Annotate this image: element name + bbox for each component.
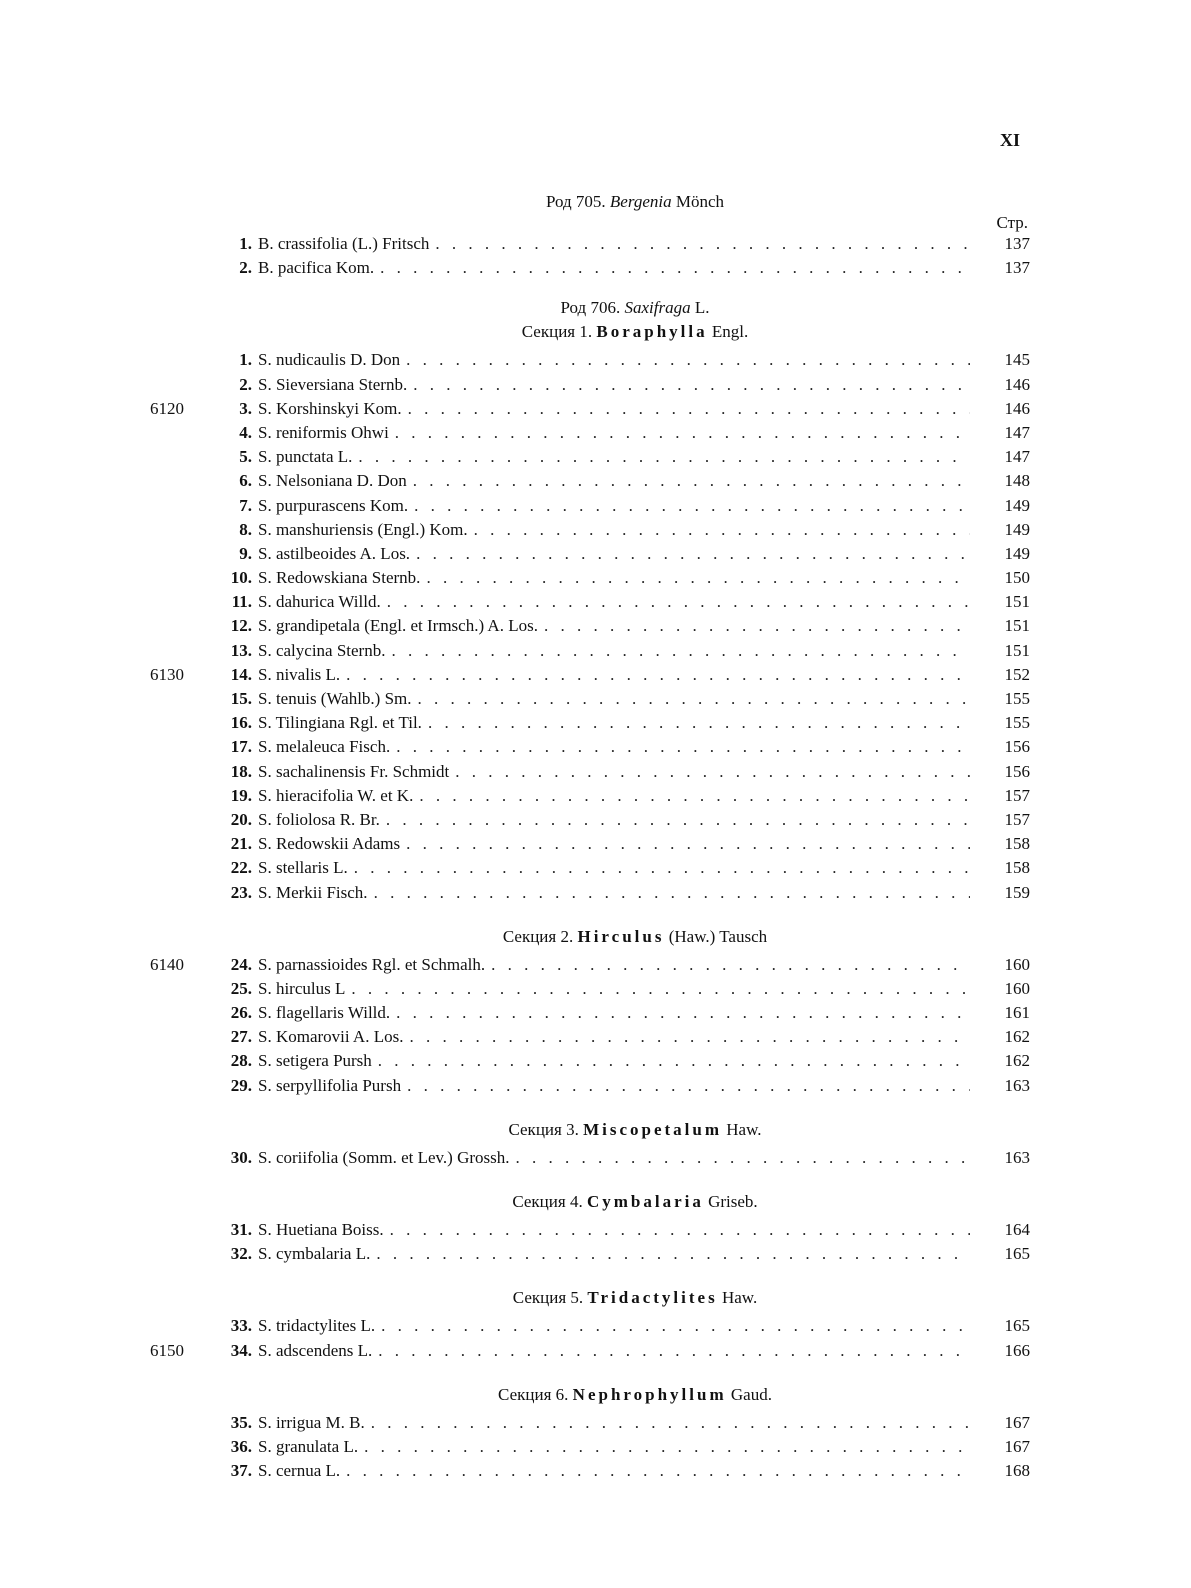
- species-number: 7.: [239, 495, 252, 515]
- genus-author: L.: [694, 298, 710, 318]
- genus-heading: [150, 192, 1030, 212]
- section-author: Haw.: [721, 1288, 758, 1308]
- species-name: S. tridactylites L.: [258, 1316, 376, 1336]
- species-name: S. calycina Sternb.: [258, 640, 386, 660]
- species-number: 9.: [239, 543, 252, 563]
- page-ref: 167: [1004, 1412, 1030, 1432]
- species-name: S. grandipetala (Engl. et Irmsch.) A. Los.: [258, 616, 538, 636]
- dot-leader: [416, 542, 970, 566]
- section-number: Секция 6.: [498, 1384, 569, 1404]
- page-ref: 149: [1004, 495, 1030, 515]
- list-item: [150, 421, 1030, 445]
- page-ref: 160: [1004, 978, 1030, 998]
- page-ref: 157: [1004, 785, 1030, 805]
- list-item: [150, 614, 1030, 638]
- genus-author: Mönch: [675, 192, 725, 211]
- section-heading: [150, 1192, 1030, 1212]
- species-number: 6.: [239, 471, 252, 491]
- global-number: 6130: [150, 664, 184, 684]
- species-number: 23.: [230, 882, 252, 902]
- page-ref: 155: [1004, 689, 1030, 708]
- species-name: S. nudicaulis D. Don: [258, 350, 401, 370]
- species-name: S. Tilingiana Rgl. et Til.: [258, 713, 422, 733]
- species-number: 2.: [239, 258, 252, 278]
- species-number: 17.: [230, 737, 252, 757]
- dot-leader: [358, 445, 970, 469]
- species-number: 8.: [239, 519, 252, 539]
- dot-leader: [455, 760, 970, 784]
- page-ref: 165: [1004, 1316, 1030, 1336]
- species-name: S. nivalis L.: [258, 664, 341, 684]
- dot-leader: [516, 1146, 971, 1170]
- list-item: [150, 373, 1030, 397]
- list-item: [150, 1074, 1030, 1098]
- species-name: S. Sieversiana Sternb.: [258, 374, 408, 394]
- species-number: 3.: [239, 398, 252, 418]
- page-column-label: Стр.: [996, 213, 1028, 232]
- list-item: [150, 566, 1030, 590]
- species-name: S. purpurascens Kom.: [258, 495, 409, 515]
- list-item: [150, 590, 1030, 614]
- page-ref: 137: [1004, 234, 1030, 253]
- dot-leader: [396, 735, 970, 759]
- page-ref: 166: [1004, 1340, 1030, 1360]
- species-name: S. Redowskiana Sternb.: [258, 568, 421, 588]
- section-author: Engl.: [711, 322, 749, 342]
- species-number: 25.: [230, 978, 252, 998]
- species-name: B. crassifolia (L.) Fritsch: [258, 234, 430, 253]
- list-item: [150, 469, 1030, 493]
- dot-leader: [413, 373, 970, 397]
- section-heading: [150, 1385, 1030, 1405]
- species-name: S. serpyllifolia Pursh: [258, 1075, 402, 1095]
- species-name: S. manshuriensis (Engl.) Kom.: [258, 519, 468, 539]
- section-heading: [150, 1120, 1030, 1140]
- dot-leader: [376, 1242, 970, 1266]
- species-name: S. Nelsoniana D. Don: [258, 471, 407, 491]
- dot-leader: [396, 1001, 970, 1025]
- page-ref: 162: [1004, 1027, 1030, 1047]
- species-number: 20.: [230, 809, 252, 829]
- genus-number: Род 705.: [545, 192, 606, 211]
- dot-leader: [346, 1459, 970, 1483]
- dot-leader: [378, 1339, 970, 1363]
- dot-leader: [378, 1049, 970, 1073]
- page-ref: 147: [1004, 422, 1030, 442]
- genus-name: Saxifraga: [624, 298, 691, 318]
- page-ref: 159: [1004, 882, 1030, 902]
- list-item: [150, 1339, 1030, 1363]
- page-ref: 148: [1004, 471, 1030, 491]
- species-number: 34.: [230, 1340, 252, 1360]
- species-number: 27.: [230, 1027, 252, 1047]
- section-author: (Haw.) Tausch: [668, 926, 768, 946]
- species-number: 21.: [230, 834, 252, 854]
- page-ref: 167: [1004, 1436, 1030, 1456]
- species-number: 19.: [230, 785, 252, 805]
- page-ref: 158: [1004, 834, 1030, 854]
- species-number: 32.: [230, 1244, 252, 1264]
- species-name: S. cernua L.: [258, 1461, 341, 1481]
- page-ref: 137: [1004, 258, 1030, 278]
- species-number: 16.: [230, 713, 252, 733]
- dot-leader: [406, 832, 970, 856]
- dot-leader: [386, 808, 970, 832]
- list-item: [150, 1025, 1030, 1049]
- page-ref: 161: [1004, 1003, 1030, 1023]
- list-item: [150, 232, 1030, 256]
- page-ref: 168: [1004, 1461, 1030, 1481]
- species-name: S. granulata L.: [258, 1436, 359, 1456]
- species-name: S. melaleuca Fisch.: [258, 737, 391, 757]
- species-name: S. foliolosa R. Br.: [258, 809, 380, 829]
- species-name: S. setigera Pursh: [258, 1051, 372, 1071]
- species-name: S. astilbeoides A. Los.: [258, 543, 411, 563]
- species-name: S. punctata L.: [258, 447, 353, 467]
- dot-leader: [391, 639, 970, 663]
- list-item: [150, 687, 1030, 711]
- list-item: [150, 663, 1030, 687]
- page-ref: 156: [1004, 737, 1030, 757]
- species-number: 26.: [230, 1003, 252, 1023]
- species-name: S. hirculus L: [258, 978, 346, 998]
- species-name: S. tenuis (Wahlb.) Sm.: [258, 689, 412, 708]
- page-ref: 163: [1004, 1075, 1030, 1095]
- section-heading: [150, 1288, 1030, 1308]
- dot-leader: [428, 711, 970, 735]
- species-number: 31.: [230, 1220, 252, 1239]
- list-item: [150, 881, 1030, 905]
- dot-leader: [354, 856, 970, 880]
- section-author: Haw.: [726, 1119, 762, 1139]
- dot-leader: [407, 1074, 970, 1098]
- dot-leader: [418, 687, 970, 711]
- page-ref: 152: [1004, 664, 1030, 684]
- dot-leader: [351, 977, 970, 1001]
- section-author: Gaud.: [730, 1384, 772, 1404]
- species-name: S. dahurica Willd.: [258, 592, 381, 612]
- page-ref: 145: [1004, 350, 1030, 370]
- species-number: 1.: [239, 234, 252, 253]
- dot-leader: [395, 421, 970, 445]
- list-item: [150, 1001, 1030, 1025]
- page-ref: 149: [1004, 519, 1030, 539]
- page-ref: 164: [1004, 1220, 1030, 1239]
- species-name: S. parnassioides Rgl. et Schmalh.: [258, 954, 486, 974]
- dot-leader: [544, 614, 970, 638]
- section-name: Boraphylla: [596, 322, 708, 342]
- species-number: 5.: [239, 447, 252, 467]
- dot-leader: [413, 469, 970, 493]
- section-number: Секция 5.: [512, 1288, 584, 1308]
- genus-number: Род 706.: [560, 298, 621, 318]
- page-ref: 151: [1004, 616, 1030, 636]
- species-number: 10.: [230, 568, 252, 588]
- list-item: [150, 1218, 1030, 1242]
- dot-leader: [409, 1025, 970, 1049]
- list-item: [150, 711, 1030, 735]
- dot-leader: [387, 590, 970, 614]
- dot-leader: [414, 494, 970, 518]
- page-ref: 146: [1004, 374, 1030, 394]
- species-name: S. adscendens L.: [258, 1340, 373, 1360]
- species-number: 18.: [230, 761, 252, 781]
- species-name: B. pacifica Kom.: [258, 258, 375, 278]
- list-item: [150, 542, 1030, 566]
- section-author: Griseb.: [708, 1192, 758, 1211]
- species-number: 35.: [230, 1412, 252, 1432]
- dot-leader: [346, 663, 970, 687]
- section-name: Nephrophyllum: [572, 1384, 727, 1404]
- species-name: S. flagellaris Willd.: [258, 1003, 391, 1023]
- list-item: [150, 832, 1030, 856]
- page-ref: 163: [1004, 1147, 1030, 1167]
- species-number: 28.: [230, 1051, 252, 1071]
- species-number: 11.: [231, 592, 252, 612]
- page-ref: 160: [1004, 954, 1030, 974]
- list-item: [150, 1411, 1030, 1435]
- list-item: [150, 1314, 1030, 1338]
- species-number: 2.: [239, 374, 252, 394]
- species-number: 4.: [239, 422, 252, 442]
- list-item: [150, 808, 1030, 832]
- list-item: [150, 397, 1030, 421]
- list-item: [150, 1146, 1030, 1170]
- dot-leader: [371, 1411, 970, 1435]
- section-name: Tridactylites: [587, 1288, 718, 1308]
- list-item: [150, 977, 1030, 1001]
- species-number: 14.: [230, 664, 252, 684]
- species-name: S. Merkii Fisch.: [258, 882, 368, 902]
- species-name: S. cymbalaria L.: [258, 1244, 371, 1264]
- dot-leader: [491, 953, 970, 977]
- species-number: 1.: [239, 350, 252, 370]
- species-name: S. Huetiana Boiss.: [258, 1220, 384, 1239]
- list-item: [150, 735, 1030, 759]
- section-number: Секция 2.: [502, 926, 574, 946]
- list-item: [150, 953, 1030, 977]
- table-of-contents: [150, 186, 1030, 1483]
- section-name: Hirculus: [577, 926, 665, 946]
- list-item: [150, 639, 1030, 663]
- species-name: S. Redowskii Adams: [258, 834, 401, 854]
- species-number: 12.: [230, 616, 252, 636]
- list-item: [150, 518, 1030, 542]
- section-name: Cymbalaria: [586, 1192, 704, 1211]
- page-ref: 155: [1004, 713, 1030, 733]
- section-name: Miscopetalum: [583, 1119, 723, 1139]
- dot-leader: [419, 784, 970, 808]
- list-item: [150, 760, 1030, 784]
- species-name: S. sachalinensis Fr. Schmidt: [258, 761, 450, 781]
- global-number: 6140: [150, 954, 184, 974]
- page-ref: 147: [1004, 447, 1030, 467]
- species-name: S. reniformis Ohwi: [258, 422, 389, 442]
- species-name: S. hieracifolia W. et K.: [258, 785, 414, 805]
- section-number: Секция 4.: [512, 1192, 583, 1211]
- dot-leader: [390, 1218, 970, 1242]
- list-item: [150, 1459, 1030, 1483]
- list-item: [150, 256, 1030, 280]
- list-item: [150, 1435, 1030, 1459]
- dot-leader: [364, 1435, 970, 1459]
- species-number: 37.: [230, 1461, 252, 1481]
- species-name: S. irrigua M. B.: [258, 1412, 365, 1432]
- page-ref: 162: [1004, 1051, 1030, 1071]
- dot-leader: [381, 1314, 970, 1338]
- dot-leader: [380, 256, 970, 280]
- page-ref: 158: [1004, 858, 1030, 878]
- section-heading: [150, 322, 1030, 342]
- species-number: 36.: [230, 1436, 252, 1456]
- species-number: 29.: [230, 1075, 252, 1095]
- species-number: 22.: [230, 858, 252, 878]
- list-item: [150, 1049, 1030, 1073]
- list-item: [150, 856, 1030, 880]
- page-ref: 150: [1004, 568, 1030, 588]
- page-ref: 156: [1004, 761, 1030, 781]
- dot-leader: [435, 232, 970, 256]
- dot-leader: [474, 518, 970, 542]
- dot-leader: [426, 566, 970, 590]
- global-number: 6150: [150, 1340, 184, 1360]
- list-item: [150, 784, 1030, 808]
- species-name: S. coriifolia (Somm. et Lev.) Grossh.: [258, 1147, 510, 1167]
- list-item: [150, 445, 1030, 469]
- species-name: S. Korshinskyi Kom.: [258, 398, 402, 418]
- section-number: Секция 1.: [521, 322, 593, 342]
- species-name: S. Komarovii A. Los.: [258, 1027, 404, 1047]
- page-number: XI: [1000, 130, 1021, 150]
- species-number: 15.: [230, 689, 252, 708]
- species-number: 33.: [230, 1316, 252, 1336]
- list-item: [150, 494, 1030, 518]
- dot-leader: [406, 348, 970, 372]
- section-number: Секция 3.: [508, 1119, 579, 1139]
- section-heading: [150, 927, 1030, 947]
- species-name: S. stellaris L.: [258, 858, 348, 878]
- global-number: 6120: [150, 398, 184, 418]
- species-number: 24.: [230, 954, 252, 974]
- genus-name: Bergenia: [609, 192, 672, 211]
- page-ref: 149: [1004, 543, 1030, 563]
- page-ref: 157: [1004, 809, 1030, 829]
- page-ref: 151: [1004, 592, 1030, 612]
- species-number: 30.: [230, 1147, 252, 1167]
- list-item: [150, 1242, 1030, 1266]
- list-item: [150, 348, 1030, 372]
- page-ref: 165: [1004, 1244, 1030, 1264]
- page-ref: 146: [1004, 398, 1030, 418]
- page-ref: 151: [1004, 640, 1030, 660]
- dot-leader: [374, 881, 970, 905]
- genus-heading: [150, 298, 1030, 318]
- species-number: 13.: [230, 640, 252, 660]
- dot-leader: [408, 397, 970, 421]
